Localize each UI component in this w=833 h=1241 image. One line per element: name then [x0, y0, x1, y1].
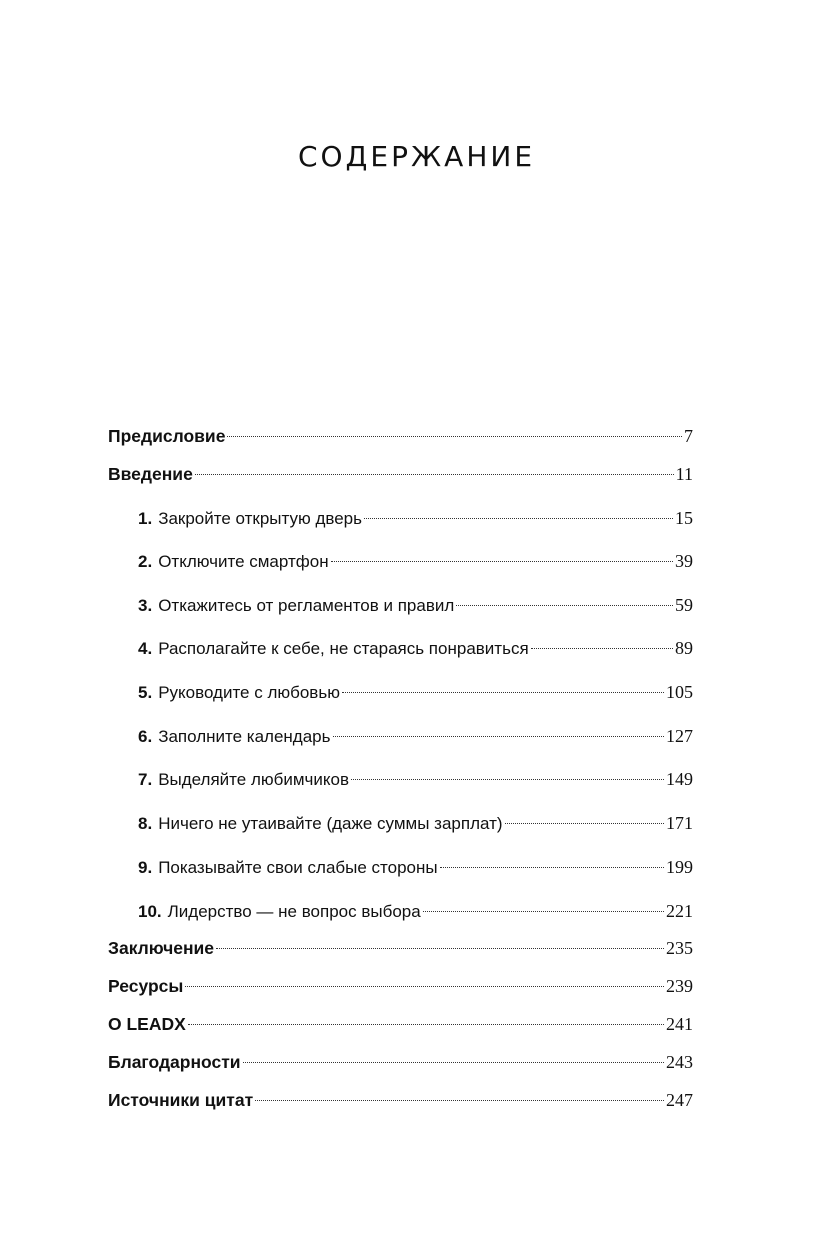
- entry-label: Введение: [108, 464, 193, 484]
- chapter-title: Показывайте свои слабые стороны: [158, 858, 438, 877]
- entry-label: [138, 854, 438, 882]
- chapter-title: Отключите смартфон: [158, 552, 329, 571]
- chapter-title: Закройте открытую дверь: [158, 509, 362, 528]
- chapter-number: 2.: [138, 552, 153, 571]
- entry-page: 11: [675, 464, 693, 484]
- dot-leader: [505, 823, 664, 824]
- entry-label: [138, 592, 454, 620]
- dot-leader: [456, 605, 673, 606]
- toc-entry-chapter-10[interactable]: [138, 897, 693, 925]
- dot-leader: [195, 474, 674, 475]
- toc-entry-quote-sources[interactable]: [108, 1086, 693, 1114]
- chapter-title: Заполните календарь: [158, 727, 331, 746]
- chapter-number: 1.: [138, 509, 153, 528]
- dot-leader: [531, 648, 673, 649]
- chapter-number: 7.: [138, 770, 153, 789]
- dot-leader: [351, 779, 664, 780]
- entry-page: 89: [675, 638, 693, 658]
- entry-page: 239: [666, 976, 693, 996]
- toc-entry-chapter-3[interactable]: [138, 591, 693, 619]
- dot-leader: [185, 986, 664, 987]
- toc-entry-introduction[interactable]: [108, 460, 693, 488]
- chapter-title: Откажитесь от регламентов и правил: [158, 596, 455, 615]
- entry-label: О LEADX: [108, 1014, 186, 1034]
- toc-entry-acknowledgements[interactable]: [108, 1048, 693, 1076]
- chapter-number: 10.: [138, 902, 162, 921]
- chapter-number: 3.: [138, 596, 153, 615]
- dot-leader: [364, 518, 673, 519]
- dot-leader: [243, 1062, 664, 1063]
- toc-entry-chapter-1[interactable]: [138, 504, 693, 532]
- entry-label: [138, 679, 340, 707]
- chapter-title: Выделяйте любимчиков: [158, 770, 350, 789]
- chapter-title: Лидерство — не вопрос выбора: [167, 902, 421, 921]
- entry-label: [138, 898, 421, 926]
- toc-entry-chapter-7[interactable]: [138, 765, 693, 793]
- entry-label: [138, 635, 529, 663]
- dot-leader: [440, 867, 664, 868]
- chapter-number: 5.: [138, 683, 153, 702]
- entry-page: 241: [666, 1014, 693, 1034]
- dot-leader: [342, 692, 664, 693]
- chapter-title: Располагайте к себе, не стараясь понравиться: [158, 639, 529, 658]
- entry-page: 171: [666, 813, 693, 833]
- entry-label: Заключение: [108, 938, 215, 958]
- entry-page: 235: [666, 938, 693, 958]
- toc-entry-preface[interactable]: [108, 422, 693, 450]
- entry-label: [138, 505, 362, 533]
- toc-entry-conclusion[interactable]: [108, 934, 693, 962]
- dot-leader: [255, 1100, 664, 1101]
- entry-label: Благодарности: [108, 1052, 241, 1072]
- chapter-number: 8.: [138, 814, 153, 833]
- entry-label: Ресурсы: [108, 976, 184, 996]
- dot-leader: [188, 1024, 664, 1025]
- entry-page: 221: [666, 901, 693, 921]
- toc-entry-resources[interactable]: [108, 972, 693, 1000]
- dot-leader: [227, 436, 682, 437]
- dot-leader: [216, 948, 664, 949]
- dot-leader: [331, 561, 673, 562]
- entry-label: [138, 548, 329, 576]
- entry-page: 127: [666, 726, 693, 746]
- page-title: СОДЕРЖАНИЕ: [297, 140, 536, 173]
- dot-leader: [333, 736, 665, 737]
- entry-page: 59: [675, 595, 693, 615]
- chapter-number: 9.: [138, 858, 153, 877]
- entry-label: [138, 723, 331, 751]
- toc-entry-chapter-9[interactable]: [138, 853, 693, 881]
- entry-label: [138, 810, 503, 838]
- entry-page: 39: [675, 551, 693, 571]
- chapter-number: 4.: [138, 639, 153, 658]
- chapter-number: 6.: [138, 727, 153, 746]
- toc-entry-chapter-4[interactable]: [138, 634, 693, 662]
- entry-page: 15: [675, 508, 693, 528]
- entry-page: 7: [684, 426, 693, 446]
- entry-page: 149: [666, 769, 693, 789]
- entry-page: 243: [666, 1052, 693, 1072]
- entry-page: 247: [666, 1090, 693, 1110]
- chapter-title: Руководите с любовью: [158, 683, 340, 702]
- toc-entry-chapter-5[interactable]: [138, 678, 693, 706]
- entry-label: [138, 766, 349, 794]
- entry-page: 105: [666, 682, 693, 702]
- dot-leader: [423, 911, 664, 912]
- entry-label: Источники цитат: [108, 1090, 254, 1110]
- entry-label: Предисловие: [108, 426, 226, 446]
- toc-entry-chapter-8[interactable]: [138, 809, 693, 837]
- toc-entry-about-leadx[interactable]: [108, 1010, 693, 1038]
- entry-page: 199: [666, 857, 693, 877]
- toc-entry-chapter-6[interactable]: [138, 722, 693, 750]
- chapter-title: Ничего не утаивайте (даже суммы зарплат): [158, 814, 503, 833]
- toc-entry-chapter-2[interactable]: [138, 547, 693, 575]
